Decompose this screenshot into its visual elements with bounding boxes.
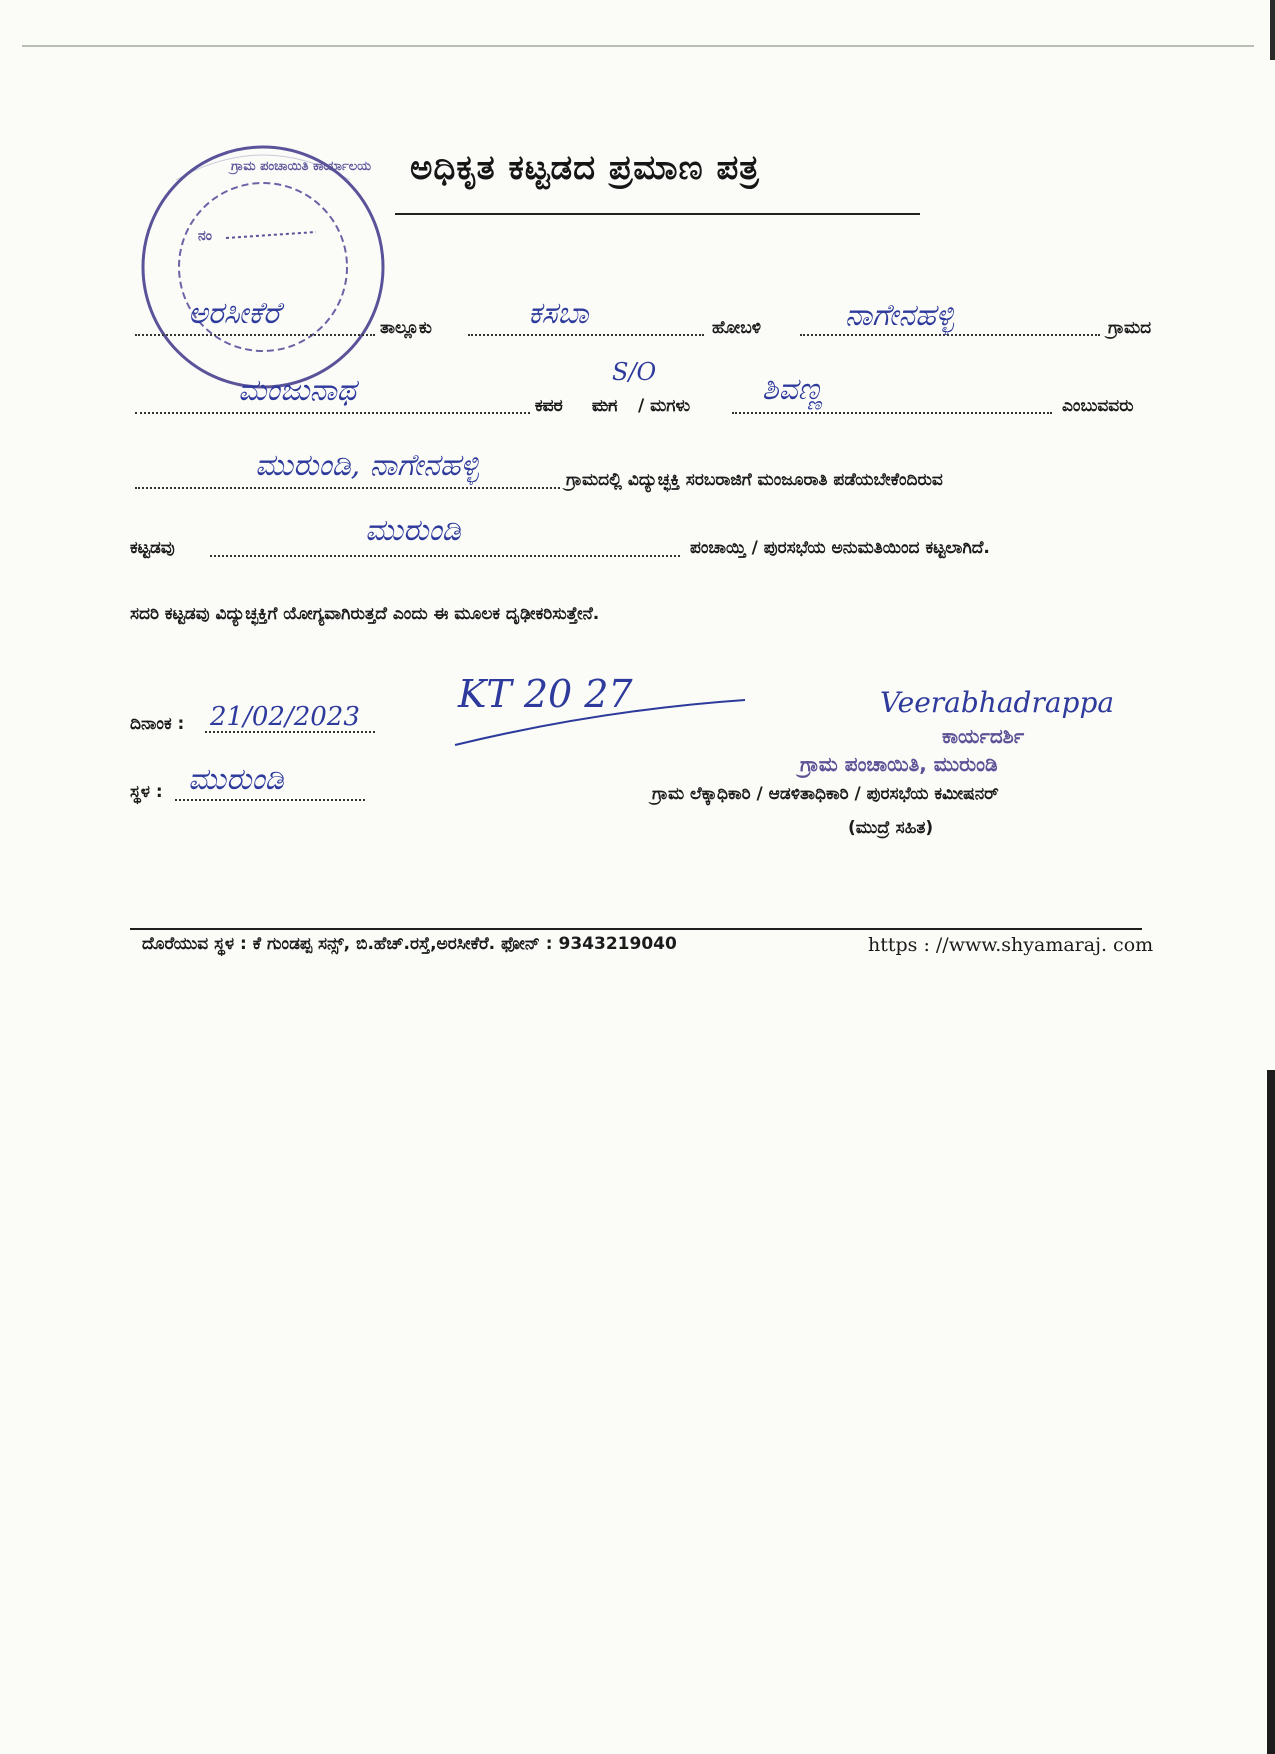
place-label: ಸ್ಥಳ : (130, 782, 163, 802)
page-title: ಅಧಿಕೃತ ಕಟ್ಟಡದ ಪ್ರಮಾಣ ಪತ್ರ (410, 148, 760, 188)
hobli-handwritten: ನಾಗೇನಹಳ್ಳಿ (845, 298, 955, 333)
stamp-title: ಕಾರ್ಯದರ್ಶಿ (942, 724, 1025, 748)
panchayat-seal (136, 140, 391, 395)
embuvavaru-label: ಎಂಬುವವರು (1062, 396, 1134, 416)
hobli-label: ಹೋಬಳಿ (712, 318, 761, 338)
line3-text: ಗ್ರಾಮದಲ್ಲಿ ವಿದ್ಯುಚ್ಛಕ್ತಿ ಸರಬರಾಜಿಗೆ ಮಂಜೂರಾತಿ ಪಡೆಯಬೇಕೆಂದಿರುವ (566, 470, 943, 490)
seal-note: (ಮುದ್ರೆ ಸಹಿತ) (848, 818, 934, 838)
seal-no-label: ನಂ (198, 228, 212, 244)
son-of-handwritten: S/O (612, 358, 657, 386)
owner-field (135, 412, 530, 414)
seal-text: ಗ್ರಾಮ ಪಂಚಾಯಿತಿ ಕಾರ್ಯಾಲಯ (231, 159, 372, 174)
district-handwritten: ಅರಸೀಕೆರೆ (188, 296, 280, 331)
taluk-label: ತಾಲ್ಲೂಕು (380, 318, 432, 338)
district-field (135, 334, 375, 336)
line4-text: ಪಂಚಾಯ್ತಿ / ಪುರಸಭೆಯ ಅನುಮತಿಯಿಂದ ಕಟ್ಟಲಾಗಿದೆ. (690, 538, 990, 558)
scan-edge (1267, 1070, 1275, 1754)
publisher-website: https : //www.shyamaraj. com (868, 934, 1154, 956)
place-handwritten: ಮುರುಂಡಿ (188, 762, 284, 797)
footer-rule (130, 928, 1142, 930)
taluk-field (468, 334, 704, 336)
father-field (732, 412, 1052, 414)
officer-designation: ಗ್ರಾಮ ಲೆಕ್ಕಾಧಿಕಾರಿ / ಆಡಳಿತಾಧಿಕಾರಿ / ಪುರಸಭೆಯ ಕಮೀಷನರ್ (652, 784, 999, 804)
father-handwritten: ಶಿವಣ್ಣ (762, 372, 824, 407)
kattadavu-label: ಕಟ್ಟಡವು (130, 538, 175, 558)
top-rule (22, 45, 1254, 47)
date-handwritten: 21/02/2023 (210, 702, 360, 732)
reference-underline (450, 690, 750, 750)
officer-signature: Veerabhadrappa (880, 686, 1115, 719)
date-label: ದಿನಾಂಕ : (130, 714, 185, 734)
publisher-address: ದೊರೆಯುವ ಸ್ಥಳ : ಕೆ ಗುಂಡಪ್ಪ ಸನ್ಸ್, ಬಿ.ಹೆಚ್.ರಸ್ತೆ,ಅರಸೀಕೆರೆ. ಫೋನ್ : 9343219040 (142, 934, 677, 954)
village-handwritten: ಮುರುಂಡಿ, ನಾಗೇನಹಳ್ಳಿ (255, 448, 479, 483)
panchayat-handwritten: ಮುರುಂಡಿ (365, 513, 461, 548)
reference-number-handwritten: KT 20 27 (458, 672, 633, 716)
hobli-field (800, 334, 1100, 336)
village-field (135, 487, 560, 489)
owner-handwritten: ಮಂಜುನಾಥ (238, 373, 357, 408)
panchayat-field (210, 555, 680, 557)
kavara-label: ಕವರ (535, 396, 563, 416)
line5-text: ಸದರಿ ಕಟ್ಟಡವು ವಿದ್ಯುಚ್ಛಕ್ತಿಗೆ ಯೋಗ್ಯವಾಗಿರುತ್ತದೆ ಎಂದು ಈ ಮೂಲಕ ದೃಢೀಕರಿಸುತ್ತೇನೆ. (130, 604, 600, 624)
stamp-office: ಗ್ರಾಮ ಪಂಚಾಯಿತಿ, ಮುರುಂಡಿ (800, 752, 998, 776)
gramada-label: ಗ್ರಾಮದ (1108, 318, 1152, 338)
magalu-label: / ಮಗಳು (638, 396, 691, 416)
maga-label: ಮಗ (592, 396, 618, 416)
scan-edge (1270, 0, 1275, 60)
taluk-handwritten: ಕಸಬಾ (528, 296, 589, 331)
place-field (175, 799, 365, 801)
title-underline (395, 213, 920, 215)
